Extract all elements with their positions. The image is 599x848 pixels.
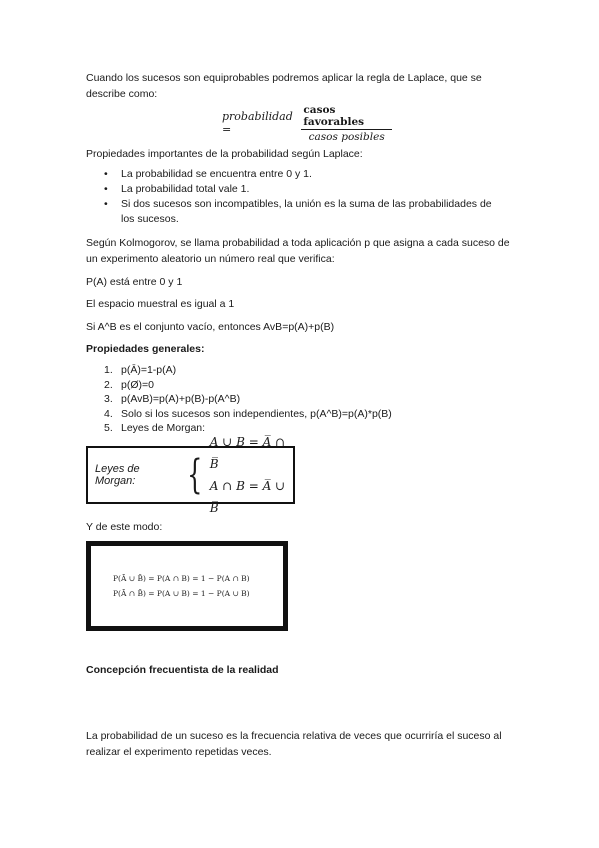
morgan-label: Leyes de Morgan: — [95, 463, 140, 487]
morgan-equations — [210, 431, 293, 519]
morgan-equation-2: A ∩ B = A̅ ∪ B̅ — [209, 479, 286, 515]
list-number: 4. — [104, 407, 113, 420]
formula-numerator: casos favorables — [301, 104, 392, 130]
formula-lhs: probabilidad = — [222, 110, 293, 136]
list-item — [86, 363, 506, 378]
list-item — [86, 421, 506, 436]
axiom-2: El espacio muestral es igual a 1 — [86, 298, 235, 310]
laplace-formula — [222, 103, 392, 143]
formula-denominator: casos posibles — [308, 130, 385, 143]
complement-equations-image — [86, 541, 288, 631]
laplace-heading: Propiedades importantes de la probabilidad según Laplace: — [86, 148, 363, 160]
bullet-glyph: • — [104, 198, 108, 210]
list-item-text: La probabilidad total vale 1. — [121, 183, 250, 195]
intro-paragraph: Cuando los sucesos son equiprobables podremos aplicar la regla de Laplace, que se describe como: — [86, 72, 482, 100]
list-number: 2. — [104, 378, 113, 391]
laplace-bullet-list — [86, 167, 506, 227]
axiom-3: Si A^B es el conjunto vacío, entonces AvB=p(A)+p(B) — [86, 321, 335, 333]
list-item-text: p(Ā)=1-p(A) — [121, 364, 177, 376]
complement-equation-2: P(Ā ∩ B̄) = P(A ∪ B) = 1 − P(A ∪ B) — [113, 589, 250, 598]
left-brace: { — [187, 452, 203, 498]
morgan-equation-1: A ∪ B = A̅ ∩ B̅ — [209, 435, 286, 471]
list-item — [86, 197, 506, 227]
bullet-glyph: • — [104, 183, 108, 195]
list-number: 3. — [104, 393, 113, 405]
list-item — [86, 407, 506, 422]
complement-equation-1: P(Ā ∪ B̄) = P(A ∩ B) = 1 − P(A ∩ B) — [113, 574, 250, 583]
list-item — [86, 392, 506, 407]
list-item — [86, 378, 506, 393]
kolmogorov-paragraph: Según Kolmogorov, se llama probabilidad a toda aplicación p que asigna a cada suceso de un experimento aleatorio un número real que verifica: — [86, 237, 510, 265]
list-item-text: La probabilidad se encuentra entre 0 y 1. — [121, 168, 312, 180]
list-item-text: p(AvB)=p(A)+p(B)-p(A^B) — [121, 393, 241, 405]
list-number: 5. — [104, 422, 113, 434]
frequentist-heading: Concepción frecuentista de la realidad — [86, 664, 279, 676]
bullet-glyph: • — [104, 168, 108, 180]
list-number: 1. — [104, 364, 113, 376]
list-item-text: Si dos sucesos son incompatibles, la unión es la suma de las probabilidades de los sucesos. — [121, 198, 492, 225]
list-item-text: p(Ø)=0 — [121, 378, 154, 391]
modo-paragraph: Y de este modo: — [86, 521, 163, 533]
formula-fraction — [301, 104, 392, 143]
morgan-laws-image — [86, 435, 295, 515]
axiom-1: P(A) está entre 0 y 1 — [86, 276, 183, 288]
general-properties-list — [86, 363, 506, 436]
list-item — [86, 182, 506, 197]
list-item — [86, 167, 506, 182]
list-item-text: Solo si los sucesos son independientes, p(A^B)=p(A)*p(B) — [121, 407, 392, 420]
list-item-text: Leyes de Morgan: — [121, 422, 206, 434]
general-properties-heading: Propiedades generales: — [86, 343, 205, 355]
frequentist-paragraph: La probabilidad de un suceso es la frecuencia relativa de veces que ocurriría el suceso al realizar el experimento repetidas veces. — [86, 730, 502, 758]
